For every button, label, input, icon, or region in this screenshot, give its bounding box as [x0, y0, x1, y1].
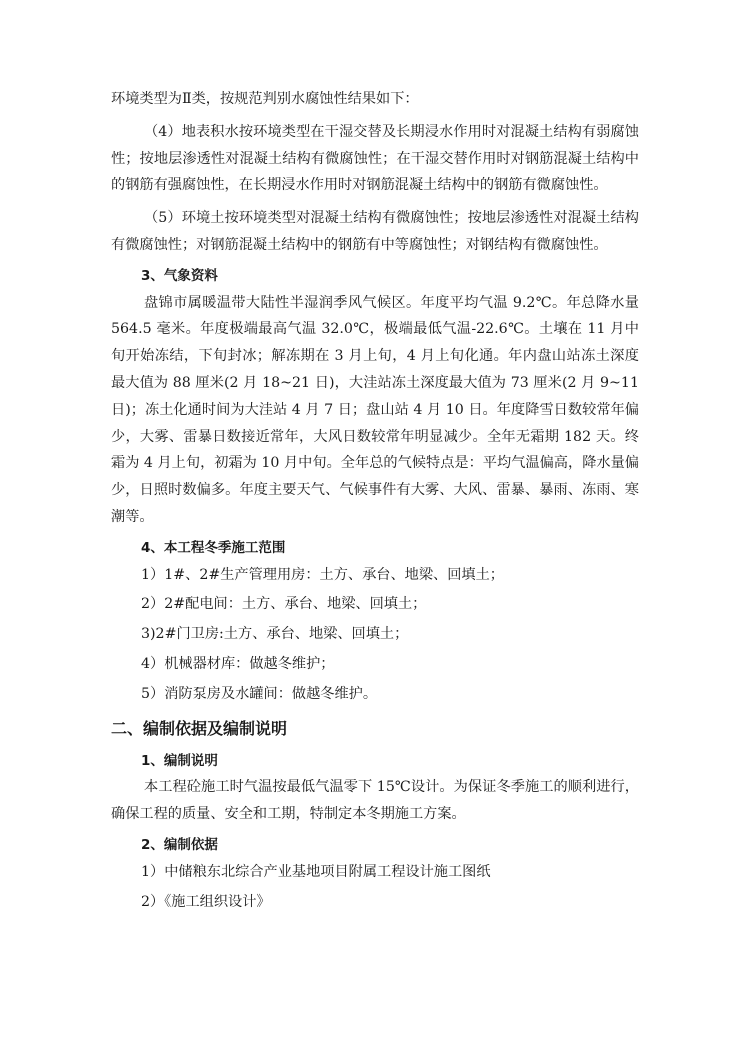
scope-item: 3)2#门卫房:土方、承台、地梁、回填土； — [141, 626, 409, 643]
chapter-2-heading: 二、编制依据及编制说明 — [111, 718, 288, 738]
basis-item: 2）《施工组织设计》 — [141, 893, 271, 910]
weather-paragraph: 盘锦市属暖温带大陆性半湿润季风气候区。年度平均气温 9.2℃。年总降水量 564.5 毫米。年度极端最高气温 32.0℃，极端最低气温-22.6℃。土壤在 11 月中旬开始冻结，下旬封冰；解冻期在 3 月上旬，4 月上旬化通。年内盘山站冻土深度最大值为 88 厘米(2 月 18~21 日)，大洼站冻土深度最大值为 73 厘米(2 月 9~11 日)；冻土化通时间为大洼站 4 月 7 日；盘山站 4 月 10 日。年度降雪日数较常年偏少，大雾、雷暴日数接近常年，大风日数较常年明显减少。全年无霜期 182 天。终霜为 4 月上旬，初霜为 10 月中旬。全年总的气候特点是：平均气温偏高，降水量偏少，日照时数偏多。年度主要天气、气候事件有大雾、大风、雷暴、暴雨、冻雨、寒潮等。 — [111, 294, 639, 525]
scope-item: 2）2#配电间：土方、承台、地梁、回填土； — [141, 596, 427, 613]
scope-item: 1）1#、2#生产管理用房：土方、承台、地梁、回填土； — [141, 566, 504, 583]
item-5-paragraph: （5）环境土按环境类型对混凝土结构有微腐蚀性；按地层渗透性对混凝土结构有微腐蚀性；对钢筋混凝土结构中的钢筋有中等腐蚀性；对钢结构有微腐蚀性。 — [111, 210, 639, 253]
document-page — [111, 86, 639, 915]
item-4-paragraph: （4）地表积水按环境类型在干湿交替及长期浸水作用时对混凝土结构有弱腐蚀性；按地层渗透性对混凝土结构有微腐蚀性；在干湿交替作用时对钢筋混凝土结构中的钢筋有强腐蚀性，在长期浸水作用时对钢筋混凝土结构中的钢筋有微腐蚀性。 — [111, 123, 639, 194]
scope-item: 4）机械器材库：做越冬维护； — [141, 655, 335, 672]
explain-paragraph: 本工程砼施工时气温按最低气温零下 15℃设计。为保证冬季施工的顺利进行，确保工程的质量、安全和工期，特制定本冬期施工方案。 — [111, 779, 639, 823]
env-type-paragraph: 环境类型为Ⅱ类，按规范判别水腐蚀性结果如下： — [111, 91, 419, 107]
scope-item: 5）消防泵房及水罐间：做越冬维护。 — [141, 685, 378, 702]
explain-heading: 1、编制说明 — [141, 752, 218, 769]
basis-item: 1）中储粮东北综合产业基地项目附属工程设计施工图纸 — [141, 863, 491, 880]
scope-heading: 4、本工程冬季施工范围 — [141, 539, 286, 556]
basis-heading: 2、编制依据 — [141, 836, 218, 853]
weather-heading: 3、气象资料 — [141, 267, 218, 284]
